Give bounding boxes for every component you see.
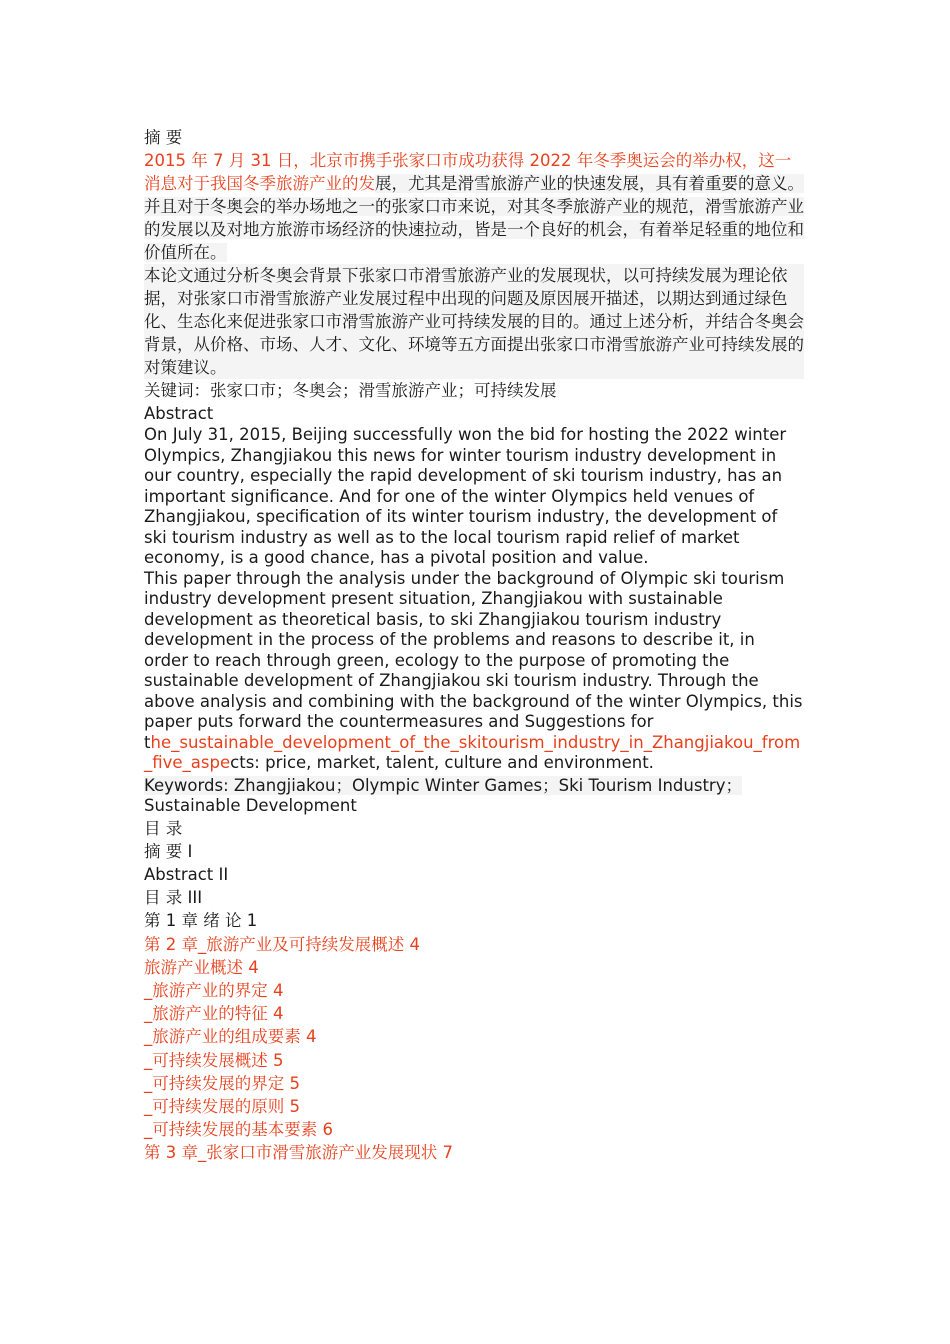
toc-item-tourism-definition[interactable]: _旅游产业的界定 4 <box>144 980 284 1000</box>
toc-item-chapter-2[interactable]: 第 2 章_旅游产业及可持续发展概述 4 <box>144 934 420 954</box>
abstract-en-p2-t: t <box>144 732 151 752</box>
toc-list <box>144 840 804 1165</box>
abstract-cn-keywords: 关键词：张家口市；冬奥会；滑雪旅游产业；可持续发展 <box>144 381 557 400</box>
abstract-cn-paragraph-1 <box>144 149 804 264</box>
abstract-cn-paragraph-2: 本论文通过分析冬奥会背景下张家口市滑雪旅游产业的发展现状，以可持续发展为理论依据，对张家口市滑雪旅游产业发展过程中出现的问题及原因展开描述，以期达到通过绿色化、生态化来促进张家口市滑雪旅游产业可持续发展的目的。通过上述分析，并结合冬奥会背景，从价格、市场、人才、文化、环境等五方面提出张家口市滑雪旅游产业可持续发展的对策建议。 <box>144 266 804 377</box>
abstract-cn-p1-highlight: 2015 年 7 月 31 日，北京市携手张家口市成功获得 2022 年冬季奥运会的举办权，这一消息对于我国冬季旅游产业的发 <box>144 151 792 193</box>
toc-item-sustainable-overview[interactable]: _可持续发展概述 5 <box>144 1050 284 1070</box>
toc-item-sustainable-definition[interactable]: _可持续发展的界定 5 <box>144 1073 300 1093</box>
toc-heading: 目 录 <box>144 818 183 838</box>
toc-item-sustainable-elements[interactable]: _可持续发展的基本要素 6 <box>144 1120 333 1140</box>
abstract-en-p2-end: cts: price, market, talent, culture and environment. <box>230 753 654 772</box>
abstract-en-keywords-line-1: Keywords: Zhangjiakou；Olympic Winter Games；Ski Tourism Industry； <box>144 775 742 795</box>
toc-item-tourism-elements[interactable]: _旅游产业的组成要素 4 <box>144 1027 317 1047</box>
toc-item-chapter-1[interactable]: 第 1 章 绪 论 1 <box>144 911 258 931</box>
abstract-en-keywords-line-2: Sustainable Development <box>144 796 357 815</box>
toc-item-contents[interactable]: 目 录 III <box>144 888 203 908</box>
abstract-en-paragraph-2 <box>144 569 804 774</box>
abstract-en-p2-highlight: he_sustainable_development_of_the_skitourism_industry_in_Zhangjiakou_from_five_aspe <box>144 732 801 772</box>
toc-item-tourism-overview[interactable]: 旅游产业概述 4 <box>144 957 259 977</box>
abstract-cn-p1-rest: 展，尤其是滑雪旅游产业的快速发展，具有着重要的意义。并且对于冬奥会的举办场地之一的张家口市来说，对其冬季旅游产业的规范，滑雪旅游产业的发展以及对地方旅游市场经济的快速拉动，皆是一个良好的机会，有着举足轻重的地位和价值所在。 <box>144 174 804 262</box>
toc-item-sustainable-principles[interactable]: _可持续发展的原则 5 <box>144 1096 300 1116</box>
abstract-en-paragraph-1: On July 31, 2015, Beijing successfully won the bid for hosting the 2022 winter Olympics, Zhangjiakou this news for winter tourism industry development in our country, especially the rapid development of ski tourism industry, has an important significance. And for one of the winter Olympics held venues of Zhangjiakou, specification of its winter tourism industry, the development of ski tourism industry as well as to the local tourism rapid relief of market economy, is a good chance, has a pivotal position and value. <box>144 425 787 567</box>
abstract-en-heading: Abstract <box>144 404 214 423</box>
abstract-en-keywords <box>144 776 804 817</box>
toc-item-abstract-en[interactable]: Abstract II <box>144 864 229 884</box>
toc-item-abstract-cn[interactable]: 摘 要 I <box>144 841 193 861</box>
abstract-cn-heading: 摘 要 <box>144 128 183 147</box>
toc-item-chapter-3[interactable]: 第 3 章_张家口市滑雪旅游产业发展现状 7 <box>144 1143 453 1163</box>
abstract-en-p2-start: This paper through the analysis under the background of Olympic ski tourism industry development present situation, Zhangjiakou with sustainable development as theoretical basis, to ski Zhangjiakou tourism industry development in the process of the problems and reasons to describe it, in order to reach through green, ecology to the purpose of promoting the sustainable development of Zhangjiakou ski tourism industry. Through the above analysis and combining with the background of the winter Olympics, this paper puts forward the countermeasures and Suggestions for <box>144 568 803 731</box>
toc-item-tourism-features[interactable]: _旅游产业的特征 4 <box>144 1004 284 1024</box>
document-page <box>144 126 804 1165</box>
